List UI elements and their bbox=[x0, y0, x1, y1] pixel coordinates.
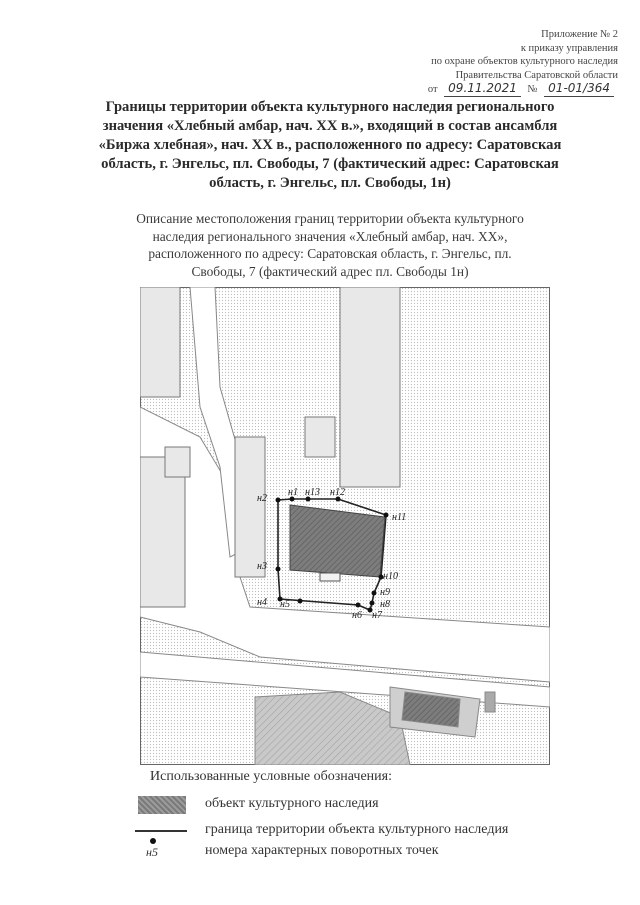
date-value: 09.11.2021 bbox=[444, 82, 521, 97]
point-n8 bbox=[370, 601, 375, 606]
label-n4: н4 bbox=[257, 597, 267, 608]
label-n1: н1 bbox=[288, 487, 298, 498]
appendix-line-1: Приложение № 2 bbox=[541, 29, 618, 40]
point-n3 bbox=[276, 567, 281, 572]
legend-boundary-swatch bbox=[135, 830, 187, 832]
point-n5 bbox=[298, 599, 303, 604]
appendix-line-2: к приказу управления bbox=[520, 42, 618, 54]
point-n9 bbox=[372, 591, 377, 596]
label-n13: н13 bbox=[305, 487, 320, 498]
label-n5: н5 bbox=[280, 599, 290, 610]
appendix-block bbox=[358, 28, 618, 97]
label-n8: н8 bbox=[380, 599, 390, 610]
appendix-date-line bbox=[358, 82, 618, 97]
legend-boundary-label: граница территории объекта культурного наследия bbox=[205, 822, 509, 837]
location-description: Описание местоположения границ территории объекта культурного наследия регионального значения «Хлебный амбар, нач. XX», расположенного по адресу: Саратовская область, г. Энгельс, пл. Свободы, 7 (фактический адрес пл. Свободы 1н) bbox=[136, 211, 524, 279]
heritage-object bbox=[290, 505, 385, 577]
legend-object-label: объект культурного наследия bbox=[205, 796, 379, 811]
legend-title: Использованные условные обозначения: bbox=[150, 769, 392, 784]
legend-object-swatch bbox=[138, 796, 186, 814]
legend-point-dot-icon bbox=[150, 838, 156, 844]
label-n2: н2 bbox=[257, 493, 267, 504]
label-n12: н12 bbox=[330, 487, 345, 498]
label-n6: н6 bbox=[352, 610, 362, 621]
number-prefix: № bbox=[527, 84, 538, 95]
legend-point-sample: н5 bbox=[146, 845, 158, 859]
number-value: 01-01/364 bbox=[544, 82, 614, 97]
legend-points-label: номера характерных поворотных точек bbox=[205, 843, 439, 858]
label-n9: н9 bbox=[380, 587, 390, 598]
document-title: Границы территории объекта культурного наследия регионального значения «Хлебный амбар, нач. XX в.», входящий в состав ансамбля «Биржа хлебная», нач. XX в., расположенного по адресу: Саратовская область, г. Энгельс, пл. Свободы, 7 (фактический адрес: Саратовская область, г. Энгельс, пл. Свободы, 1н) bbox=[98, 99, 562, 191]
point-n6 bbox=[356, 603, 361, 608]
label-n3: н3 bbox=[257, 561, 267, 572]
date-prefix: от bbox=[427, 84, 438, 95]
label-n10: н10 bbox=[383, 571, 398, 582]
appendix-line-4: Правительства Саратовской области bbox=[455, 69, 618, 81]
label-n11: н11 bbox=[392, 512, 407, 523]
point-n2 bbox=[276, 498, 281, 503]
label-n7: н7 bbox=[372, 610, 382, 621]
point-n11 bbox=[384, 513, 389, 518]
appendix-line-3: по охране объектов культурного наследия bbox=[431, 56, 618, 67]
site-map bbox=[140, 287, 550, 765]
